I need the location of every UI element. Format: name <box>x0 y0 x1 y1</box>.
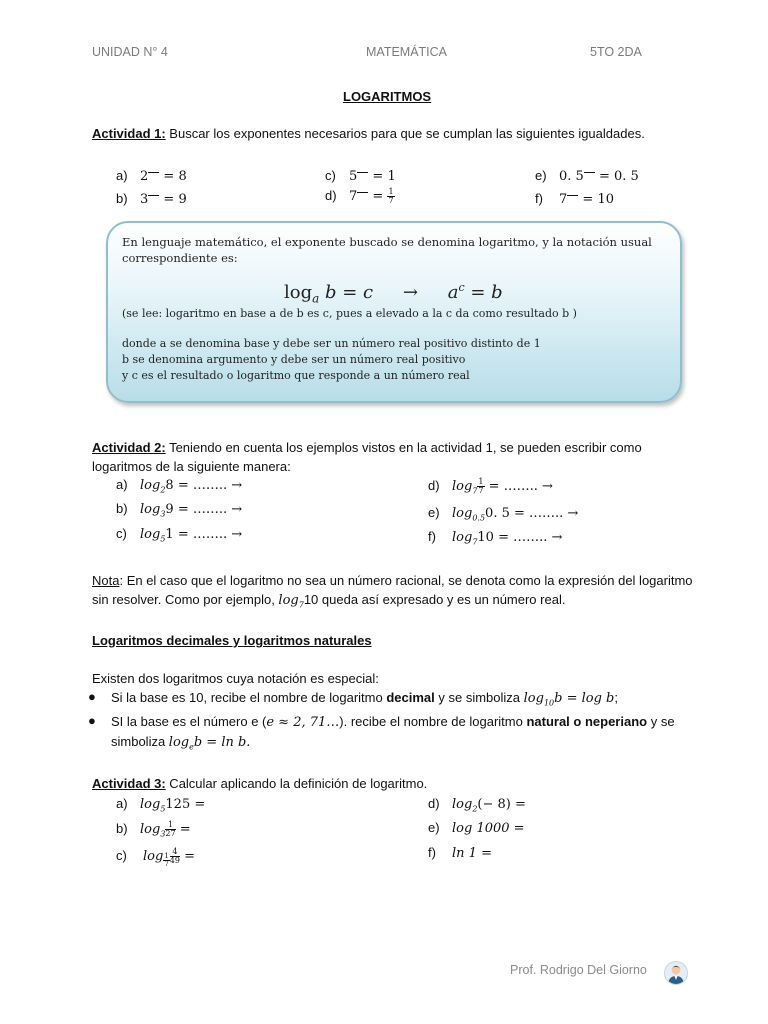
box-def-argument: b se denomina argumento y debe ser un número real positivo <box>122 353 466 366</box>
act3-item-a: a) $\log_5125$ = <box>116 796 206 814</box>
page-title: LOGARITMOS <box>343 89 432 104</box>
act1-item-e: e) 0. 5 = 0. 5 <box>535 168 639 184</box>
box-line-1: En lenguaje matemático, el exponente buscado se denomina logaritmo, y la notación usual <box>122 235 652 249</box>
activity-1-heading: Actividad 1: Buscar los exponentes necesarios para que se cumplan las siguientes igualdades. <box>92 126 645 141</box>
bullet-natural-cont: simboliza $\log_eb = \ln b$. <box>111 734 251 752</box>
act3-item-b: b) $\log_3$ $\frac{1}{27}$ = <box>116 820 191 839</box>
act2-item-f: f) $\log_710$ = …….. → <box>428 529 563 547</box>
header-course: 5TO 2DA <box>590 45 642 59</box>
box-line-2: correspondiente es: <box>122 251 238 265</box>
teacher-avatar-icon <box>664 961 688 985</box>
act3-item-c: c) log $_{\frac{1}{7}}$ $\frac{4}{49}$ = <box>116 847 195 868</box>
bullet-decimal: Si la base es 10, recibe el nombre de logaritmo decimal y se simboliza $\log_{10}b = \log b$; <box>111 690 618 708</box>
act3-item-f: f) ln 1 = <box>428 845 492 861</box>
act2-item-a: a) $\log_28$ = …….. → <box>116 477 243 495</box>
act2-item-d: d) $\log_7$ $\frac{1}{7}$ = …….. → <box>428 477 553 496</box>
footer-author: Prof. Rodrigo Del Giorno <box>510 963 647 977</box>
box-def-base: donde a se denomina base y debe ser un número real positivo distinto de 1 <box>122 337 541 350</box>
section-decimal-natural-title: Logaritmos decimales y logaritmos naturales <box>92 633 372 648</box>
section-intro: Existen dos logaritmos cuya notación es especial: <box>92 671 379 686</box>
box-def-result: y c es el resultado o logaritmo que responde a un número real <box>122 369 470 382</box>
header-unit: UNIDAD N° 4 <box>92 45 168 59</box>
bullet-icon: ● <box>88 689 96 704</box>
act1-item-a: a) 2 = 8 <box>116 168 187 184</box>
act3-item-e: e) log 1000 = <box>428 820 525 836</box>
act1-item-d: d) 7 = $\frac{1}{7}$ <box>325 187 394 206</box>
act1-item-c: c) 5 = 1 <box>325 168 396 184</box>
activity-3-heading: Actividad 3: Calcular aplicando la definición de logaritmo. <box>92 776 428 791</box>
act3-item-d: d) $\log_2(- 8)$ = <box>428 796 526 814</box>
definition-box <box>106 221 682 403</box>
act2-item-b: b) $\log_39$ = …….. → <box>116 501 243 519</box>
header-subject: MATEMÁTICA <box>366 45 448 59</box>
act2-item-e: e) $\log_{0.5}0$. 5 = …….. → <box>428 505 579 523</box>
act2-item-c: c) $\log_51$ = …….. → <box>116 526 243 544</box>
bullet-natural: SI la base es el número e (e ≈ 2, 71…). recibe el nombre de logaritmo natural o neperiano y se <box>111 714 675 730</box>
act1-item-f: f) 7 = 10 <box>535 191 614 207</box>
activity-2-heading: Actividad 2: Teniendo en cuenta los ejemplos vistos en la actividad 1, se pueden escribir como logaritmos de la siguiente manera: <box>92 440 642 474</box>
box-reading: (se lee: logaritmo en base a de b es c, pues a elevado a la c da como resultado b ) <box>122 307 577 320</box>
act1-item-b: b) 3 = 9 <box>116 191 187 207</box>
box-formula: $\log_a b = c \to a^c = b$ <box>284 281 503 306</box>
note-paragraph: Nota: En el caso que el logaritmo no sea un número racional, se denota como la expresión del logaritmo sin resolver. Como por ejemplo, $\log_710$ queda así expresado y es un número real. <box>92 573 693 610</box>
bullet-icon: ● <box>88 713 96 728</box>
